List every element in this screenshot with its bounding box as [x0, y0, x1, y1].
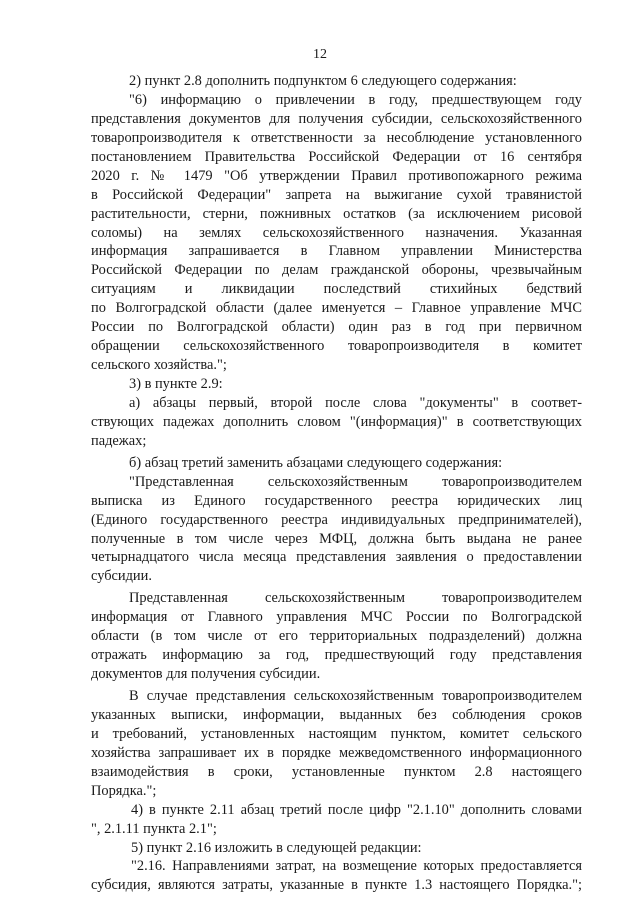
text-line: в Российской Федерации" запрета на выжигание сухой травянистой [91, 186, 582, 203]
text-line: В случае представления сельскохозяйственным товаропроизводителем [129, 688, 582, 704]
text-line: обращении сельскохозяйственного товаропроизводителя в комитет [91, 338, 582, 355]
text-line: отражать информацию за год, предшествующий году представления [91, 647, 582, 664]
text-line: сельского хозяйства."; [91, 357, 227, 374]
text-line: документов для получения субсидии. [91, 666, 321, 683]
text-line: "2.16. Направлениями затрат, на возмещение которых предоставляется [131, 858, 582, 875]
text-line: хозяйства запрашивает их в порядке межведомственного информационного [91, 744, 582, 761]
text-line: указанных выписки, информации, выданных без соблюдения сроков [91, 706, 582, 723]
text-line: взаимодействия в сроки, установленные пунктом 2.8 настоящего [91, 763, 582, 780]
text-line: информация запрашивается в Главном управлении Министерства [91, 243, 582, 260]
text-line: товаропроизводителя к ответственности за несоблюдение установленного [91, 129, 582, 146]
text-line: полученные в том числе через МФЦ, должна быть выдана не ранее [91, 530, 582, 547]
text-line: ", 2.1.11 пункта 2.1"; [91, 820, 217, 837]
text-line: соломы) на землях сельскохозяйственного назначения. Указанная [91, 224, 582, 241]
text-line: и требований, установленных настоящим пунктом, комитет сельского [91, 725, 582, 742]
text-line: "6) информацию о привлечении в году, предшествующем году [129, 91, 582, 108]
text-line: 2) пункт 2.8 дополнить подпунктом 6 следующего содержания: [129, 73, 517, 89]
text-line: ствующих падежах дополнить словом "(информация)" в соответствующих [91, 413, 582, 430]
text-line: субсидия, являются затраты, указанные в пункте 1.3 настоящего Порядка."; [91, 877, 582, 894]
text-line: 2020 г. № 1479 "Об утверждении Правил противопожарного режима [91, 167, 582, 184]
text-line: 3) в пункте 2.9: [129, 376, 223, 392]
text-line: Представленная сельскохозяйственным товаропроизводителем [129, 590, 582, 607]
text-line: субсидии. [91, 568, 152, 585]
text-line: Российской Федерации по делам гражданской обороны, чрезвычайным [91, 262, 582, 279]
text-line: а) абзацы первый, второй после слова "документы" в соответ- [129, 394, 582, 411]
text-line: "Представленная сельскохозяйственным товаропроизводителем [129, 473, 582, 490]
text-line: ситуациям и ликвидации последствий стихийных бедствий [91, 281, 582, 298]
text-line: России по Волгоградской области) один раз в год при первичном [91, 319, 582, 336]
text-line: 5) пункт 2.16 изложить в следующей редакции: [131, 839, 422, 856]
text-line: растительности, стерни, пожнивных остатков (за исключением рисовой [91, 205, 582, 222]
text-line: (Единого государственного реестра индивидуальных предпринимателей), [91, 511, 582, 528]
text-line: представления документов для получения субсидии, сельскохозяйственного [91, 110, 582, 127]
text-line: постановлением Правительства Российской Федерации от 16 сентября [91, 148, 582, 165]
text-line: падежах; [91, 432, 147, 449]
page-number: 12 [313, 47, 327, 62]
text-line: области (в том числе от его территориальных подразделений) должна [91, 628, 582, 645]
text-line: 4) в пункте 2.11 абзац третий после цифр "2.1.10" дополнить словами [131, 801, 582, 818]
text-line: четырнадцатого числа месяца представления заявления о предоставлении [91, 549, 582, 566]
text-line: выписка из Единого государственного реестра юридических лиц [91, 492, 582, 509]
text-line: информация от Главного управления МЧС России по Волгоградской [91, 609, 582, 626]
text-line: по Волгоградской области (далее именуется – Главное управление МЧС [91, 300, 582, 317]
text-line: Порядка."; [91, 782, 157, 799]
document-body [91, 72, 582, 895]
text-line: б) абзац третий заменить абзацами следующего содержания: [129, 454, 503, 471]
